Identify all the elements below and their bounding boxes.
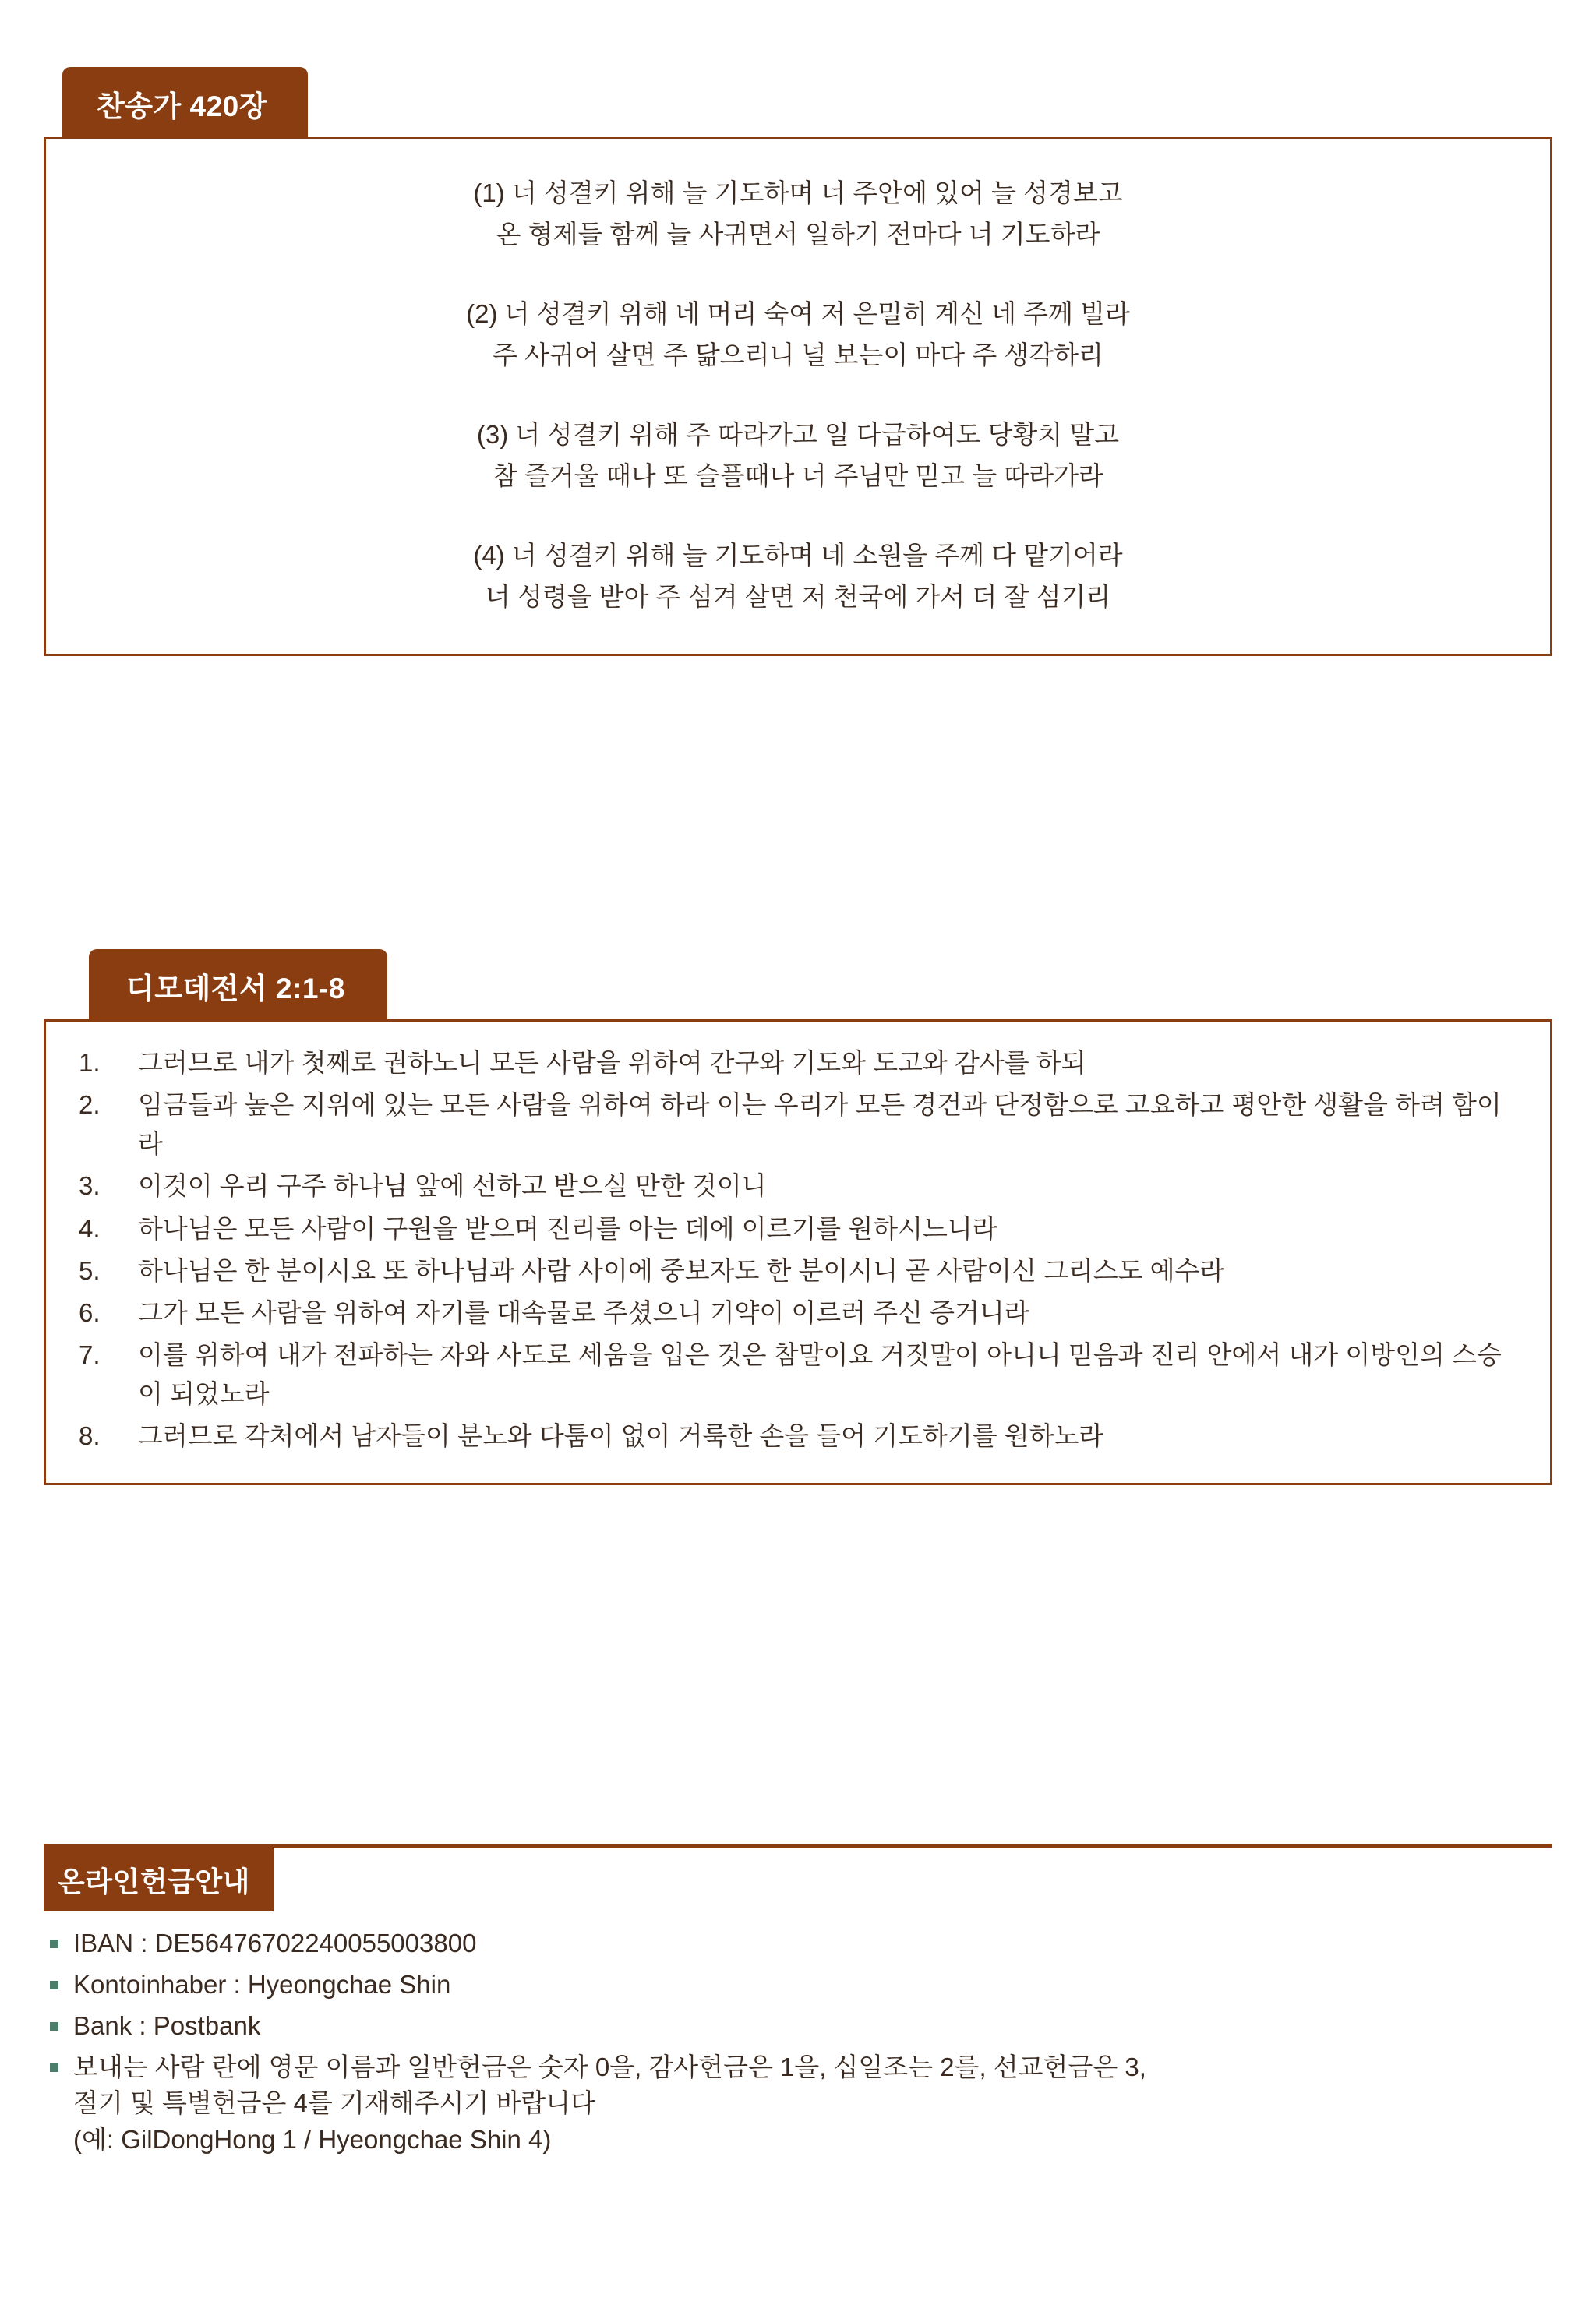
list-item: 그가 모든 사람을 위하여 자기를 대속물로 주셨으니 기약이 이르러 주신 증거니라 bbox=[138, 1297, 1029, 1327]
list-item: 이것이 우리 구주 하나님 앞에 선하고 받으실 만한 것이니 bbox=[138, 1171, 767, 1201]
offering-section bbox=[44, 1844, 1552, 2163]
list-item: 하나님은 한 분이시요 또 하나님과 사람 사이에 중보자도 한 분이시니 곧 사람이신 그리스도 예수라 bbox=[138, 1255, 1225, 1285]
list-item: Kontoinhaber : Hyeongchae Shin bbox=[44, 1967, 1552, 2003]
hymn-verse: (1) 너 성결키 위해 늘 기도하며 너 주안에 있어 늘 성경보고 온 형제들 함께 늘 사귀면서 일하기 전마다 너 기도하라 bbox=[473, 178, 1123, 249]
offering-section-title: 온라인헌금안내 bbox=[44, 1848, 274, 1911]
list-item bbox=[44, 2049, 1552, 2159]
scripture-section-title: 디모데전서 2:1-8 bbox=[89, 949, 387, 1022]
list-item: 하나님은 모든 사람이 구원을 받으며 진리를 아는 데에 이르기를 원하시느니라 bbox=[138, 1213, 998, 1243]
offering-detail-list bbox=[44, 1926, 1552, 2159]
offering-note-line: 보내는 사람 란에 영문 이름과 일반헌금은 숫자 0을, 감사헌금은 1을, 십일조는 2를, 선교헌금은 3, bbox=[73, 2052, 1146, 2081]
list-item: 그러므로 각처에서 남자들이 분노와 다툼이 없이 거룩한 손을 들어 기도하기를 원하노라 bbox=[138, 1421, 1104, 1451]
offering-note-line: 절기 및 특별헌금은 4를 기재해주시기 바랍니다 bbox=[73, 2088, 595, 2118]
hymn-body bbox=[44, 137, 1552, 656]
list-item: IBAN : DE56476702240055003800 bbox=[44, 1926, 1552, 1962]
hymn-section bbox=[44, 67, 1552, 656]
hymn-section-title: 찬송가 420장 bbox=[62, 67, 308, 139]
list-item: 임금들과 높은 지위에 있는 모든 사람을 위하여 하라 이는 우리가 모든 경건과 단정함으로 고요하고 평안한 생활을 하려 함이라 bbox=[138, 1090, 1502, 1159]
list-item: Bank : Postbank bbox=[44, 2008, 1552, 2045]
hymn-verse: (4) 너 성결키 위해 늘 기도하며 네 소원을 주께 다 맡기어라 너 성령을 받아 주 섬겨 살면 저 천국에 가서 더 잘 섬기리 bbox=[473, 540, 1123, 612]
list-item: 그러므로 내가 첫째로 권하노니 모든 사람을 위하여 간구와 기도와 도고와 감사를 하되 bbox=[138, 1048, 1086, 1077]
hymn-verse: (2) 너 성결키 위해 네 머리 숙여 저 은밀히 계신 네 주께 빌라 주 사귀어 살면 주 닮으리니 널 보는이 마다 주 생각하리 bbox=[466, 298, 1130, 370]
scripture-section bbox=[44, 949, 1552, 1485]
hymn-verse: (3) 너 성결키 위해 주 따라가고 일 다급하여도 당황치 말고 참 즐거울 때나 또 슬플때나 너 주님만 믿고 늘 따라가라 bbox=[476, 419, 1120, 491]
offering-note-example: (예: GilDongHong 1 / Hyeongchae Shin 4) bbox=[73, 2125, 552, 2155]
scripture-body bbox=[44, 1019, 1552, 1485]
list-item: 이를 위하여 내가 전파하는 자와 사도로 세움을 입은 것은 참말이요 거짓말이 아니니 믿음과 진리 안에서 내가 이방인의 스승이 되었노라 bbox=[138, 1340, 1502, 1409]
scripture-verse-list bbox=[68, 1043, 1516, 1456]
